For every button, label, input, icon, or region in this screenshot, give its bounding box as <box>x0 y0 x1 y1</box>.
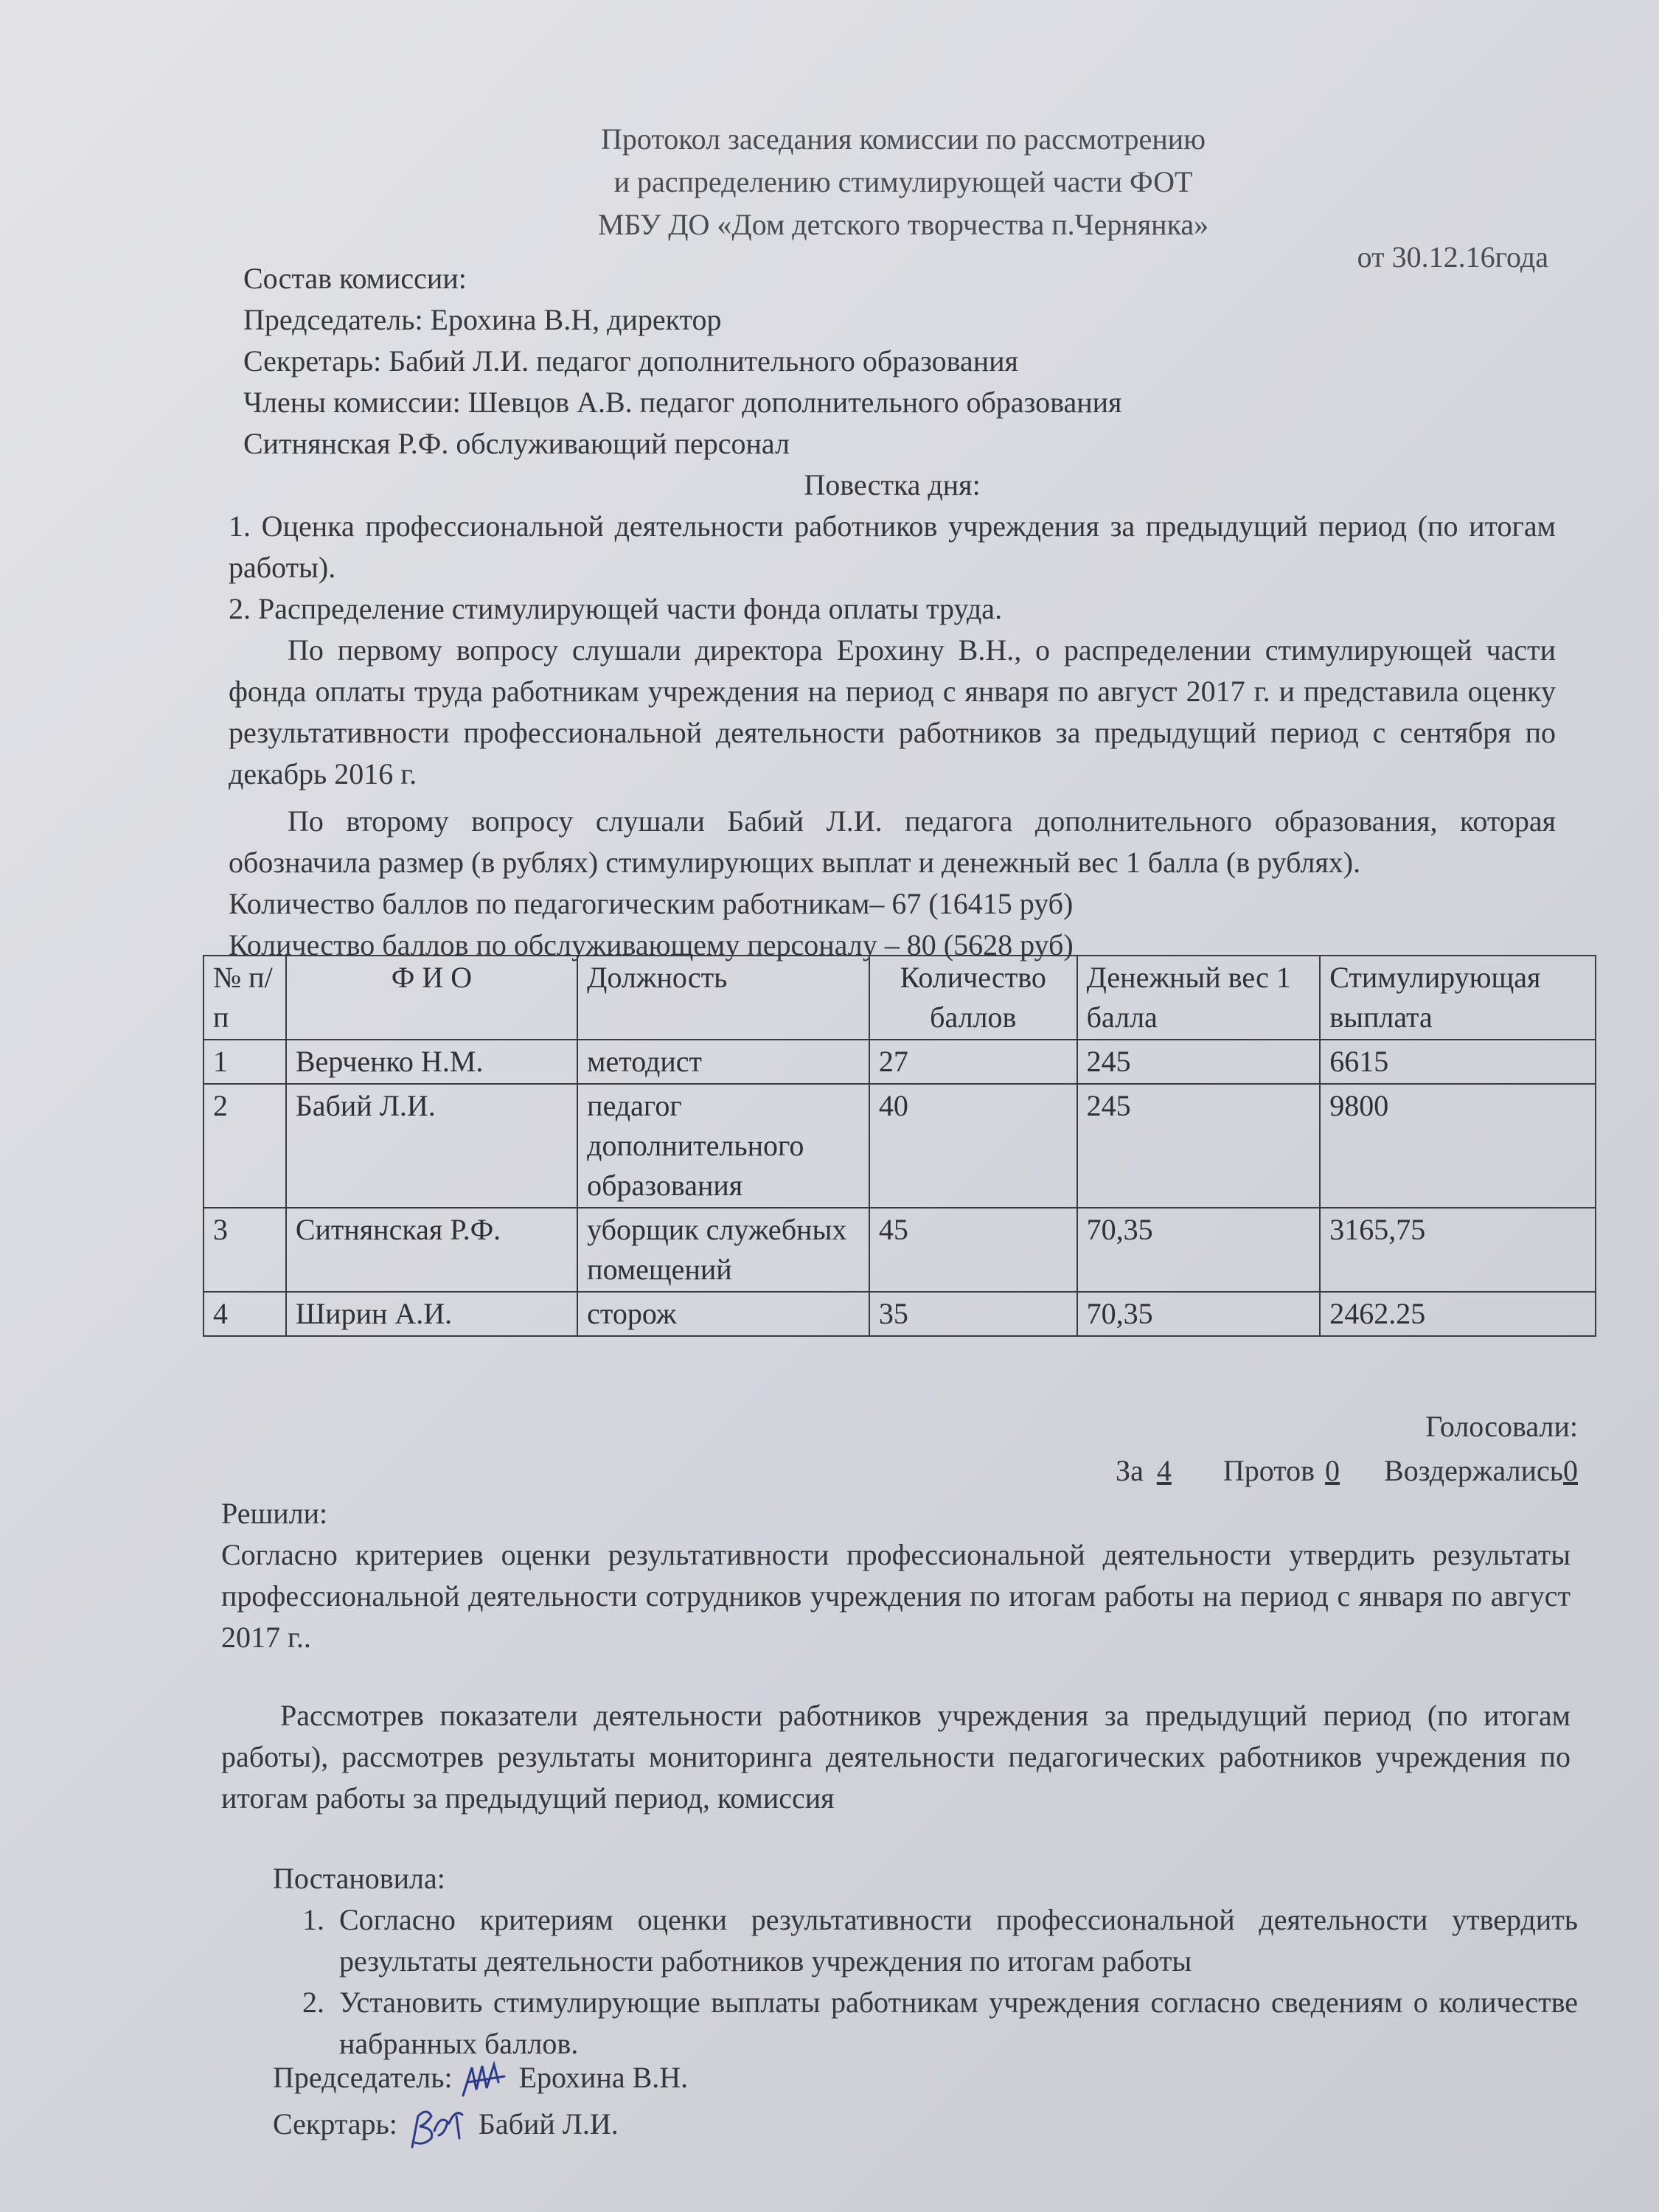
chair-name: Ерохина В.Н. <box>518 2061 689 2094</box>
chair-signature-mark <box>460 2060 512 2101</box>
chair-signature-label: Председатель: <box>273 2061 453 2094</box>
title-line-1: Протокол заседания комиссии по рассмотрению <box>600 122 1206 156</box>
cell-point-value: 70,35 <box>1077 1292 1321 1336</box>
cell-position: уборщик служебных помещений <box>577 1208 869 1292</box>
commission-heading: Состав комиссии: <box>243 262 467 295</box>
secretary-signature-label: Секртарь: <box>273 2107 397 2141</box>
cell-position: сторож <box>577 1292 869 1336</box>
cell-point-value: 245 <box>1077 1084 1321 1208</box>
cell-payment: 2462.25 <box>1320 1292 1596 1336</box>
points-pedagogical: Количество баллов по педагогическим работникам– 67 (16415 руб) <box>229 887 1074 920</box>
agenda-item-1: 1. Оценка профессиональной деятельности работников учреждения за предыдущий период (по итогам работы). <box>229 509 1556 584</box>
cell-points: 35 <box>869 1292 1077 1336</box>
secretary-name: Бабий Л.И. <box>478 2107 619 2141</box>
commission-chair: Председатель: Ерохина В.Н, директор <box>243 303 722 336</box>
votes-abstain-value: 0 <box>1563 1454 1578 1487</box>
cell-point-value: 245 <box>1077 1040 1321 1084</box>
votes-heading: Голосовали: <box>1425 1410 1578 1443</box>
chair-signature-line <box>273 2057 688 2101</box>
document-date: от 30.12.16года <box>1357 240 1548 274</box>
secretary-signature-line <box>273 2101 619 2153</box>
resolution-list <box>273 1899 1578 2065</box>
commission-member-2: Ситнянская Р.Ф. обслуживающий персонал <box>243 427 790 460</box>
cell-payment: 6615 <box>1320 1040 1596 1084</box>
payments-table <box>203 955 1596 1337</box>
commission-secretary: Секретарь: Бабий Л.И. педагог дополнительного образования <box>243 344 1018 378</box>
cell-number: 2 <box>204 1084 286 1208</box>
votes-for-label: За <box>1116 1454 1144 1487</box>
table-row <box>204 1040 1596 1084</box>
cell-position: методист <box>577 1040 869 1084</box>
header-position: Должность <box>577 956 869 1040</box>
cell-number: 1 <box>204 1040 286 1084</box>
decision-text: Согласно критериев оценки результативности профессиональной деятельности утвердить результаты профессиональной деятельности сотрудников учреждения по итогам работы на период с января по август 2017 г.. <box>221 1538 1571 1654</box>
commission-members: Члены комиссии: Шевцов А.В. педагог дополнительного образования <box>243 386 1122 419</box>
cell-number: 3 <box>204 1208 286 1292</box>
cell-name: Ширин А.И. <box>286 1292 577 1336</box>
points-service-staff: Количество баллов по обслуживающему персоналу – 80 (5628 руб) <box>229 928 1074 961</box>
cell-payment: 9800 <box>1320 1084 1596 1208</box>
header-points: Количество баллов <box>869 956 1077 1040</box>
cell-payment: 3165,75 <box>1320 1208 1596 1292</box>
second-question-paragraph: По второму вопросу слушали Бабий Л.И. педагога дополнительного образования, которая обозначила размер (в рублях) стимулирующих выплат и денежный вес 1 балла (в рублях). <box>229 804 1556 879</box>
cell-position: педагог дополнительного образования <box>577 1084 869 1208</box>
cell-points: 40 <box>869 1084 1077 1208</box>
votes-against-value: 0 <box>1325 1454 1340 1487</box>
header-number: № п/п <box>204 956 286 1040</box>
voting-results <box>1116 1405 1578 1493</box>
agenda-heading: Повестка дня: <box>804 468 981 501</box>
header-payment: Стимулирующая выплата <box>1320 956 1596 1040</box>
votes-abstain-label: Воздержались <box>1384 1454 1563 1487</box>
cell-name: Бабий Л.И. <box>286 1084 577 1208</box>
resolution-section <box>273 1858 1578 2065</box>
commission-composition <box>243 258 1571 465</box>
cell-name: Верченко Н.М. <box>286 1040 577 1084</box>
table-header-row <box>204 956 1596 1040</box>
cell-name: Ситнянская Р.Ф. <box>286 1208 577 1292</box>
table-row <box>204 1084 1596 1208</box>
header-name: Ф И О <box>286 956 577 1040</box>
cell-points: 27 <box>869 1040 1077 1084</box>
title-line-3: МБУ ДО «Дом детского творчества п.Чернянка» <box>597 208 1209 241</box>
cell-points: 45 <box>869 1208 1077 1292</box>
cell-number: 4 <box>204 1292 286 1336</box>
cell-point-value: 70,35 <box>1077 1208 1321 1292</box>
table-row <box>204 1208 1596 1292</box>
decision-section <box>221 1493 1571 1819</box>
decision-heading: Решили: <box>221 1497 328 1530</box>
resolution-item-1: 1. Согласно критериям оценки результативности профессиональной деятельности утвердить результаты деятельности работников учреждения по итогам работы <box>332 1899 1578 1982</box>
review-paragraph: Рассмотрев показатели деятельности работников учреждения за предыдущий период (по итогам работы), рассмотрев результаты мониторинга деятельности педагогических работников учреждения по итогам работы за предыдущий период, комиссия <box>221 1699 1571 1815</box>
resolution-item-2: 2. Установить стимулирующие выплаты работникам учреждения согласно сведениям о количестве набранных баллов. <box>332 1982 1578 2065</box>
title-line-2: и распределению стимулирующей части ФОТ <box>613 165 1193 198</box>
votes-line <box>1116 1449 1578 1493</box>
votes-for-value: 4 <box>1156 1454 1172 1487</box>
agenda <box>229 465 1556 966</box>
document-title <box>442 118 1364 246</box>
resolution-heading: Постановила: <box>273 1862 445 1895</box>
header-point-value: Денежный вес 1 балла <box>1077 956 1321 1040</box>
secretary-signature-mark <box>405 2101 471 2153</box>
table-row <box>204 1292 1596 1336</box>
agenda-item-2: 2. Распределение стимулирующей части фонда оплаты труда. <box>229 592 1003 625</box>
votes-against-label: Протов <box>1222 1454 1315 1487</box>
first-question-paragraph: По первому вопросу слушали директора Ерохину В.Н., о распределении стимулирующей части фонда оплаты труда работникам учреждения на период с января по август 2017 г. и представила оценку результативности профессиональной деятельности работников за предыдущий период с сентября по декабрь 2016 г. <box>229 633 1556 790</box>
